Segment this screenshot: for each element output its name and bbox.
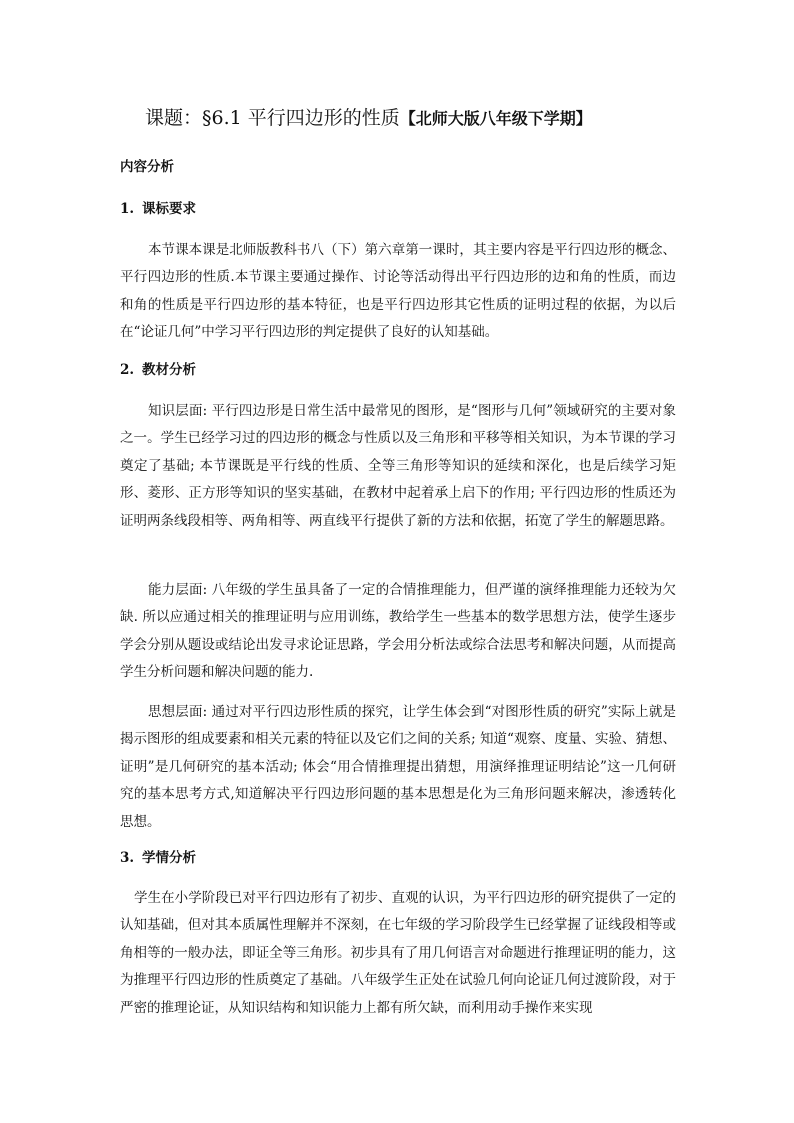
section-heading-student-analysis <box>120 848 196 868</box>
section-number: 3. <box>120 850 135 866</box>
paragraph-knowledge-level: 知识层面: 平行四边形是日常生活中最常见的图形，是“图形与几何”领域研究的主要对象之一。学生已经学习过的四边形的概念与性质以及三角形和平移等相关知识，为本节课的学习奠定了基础; 本节课既是平行线的性质、全等三角形等知识的延续和深化，也是后续学习矩形、菱形、正方形等知识的坚实基础，在教材中起着承上启下的作用; 平行四边形的性质还为证明两条线段相等、两角相等、两直线平行提供了新的方法和依据，拓宽了学生的解题思路。 <box>120 403 676 529</box>
page-title <box>145 104 705 132</box>
section-title: 学情分析 <box>142 850 196 866</box>
section-title: 教材分析 <box>142 362 196 378</box>
section-heading-textbook <box>120 360 196 380</box>
section-number: 2. <box>120 362 135 378</box>
title-subtitle: 【北师大版八年级下学期】 <box>399 109 592 128</box>
paragraph-thinking-level: 思想层面: 通过对平行四边形性质的探究，让学生体会到“对图形性质的研究”实际上就是揭示图形的组成要素和相关元素的特征以及它们之间的关系; 知道“观察、度量、实验、猜想、证明”是几何研究的基本活动; 体会“用合情推理提出猜想，用演绎推理证明结论”这一几何研究的基本思考方式,知道解决平行四边形问题的基本思想是化为三角形问题来解决，渗透转化思想。 <box>120 704 676 830</box>
section-title: 课标要求 <box>142 201 196 217</box>
paragraph-ability-level: 能力层面: 八年级的学生虽具备了一定的合情推理能力，但严谨的演绎推理能力还较为欠缺. 所以应通过相关的推理证明与应用训练，教给学生一些基本的数学思想方法，使学生逐步学会分别从题设或结论出发寻求论证思路，学会用分析法或综合法思考和解决问题，从而提高学生分析问题和解决问题的能力. <box>120 582 676 681</box>
section-number: 1. <box>120 201 135 217</box>
content-analysis-heading: 内容分析 <box>120 159 174 175</box>
paragraph-student-analysis: 学生在小学阶段已对平行四边形有了初步、直观的认识，为平行四边形的研究提供了一定的认知基础，但对其本质属性理解并不深刻，在七年级的学习阶段学生已经掌握了证线段相等或角相等的一般办法，即证全等三角形。初步具有了用几何语言对命题进行推理证明的能力，这为推理平行四边形的性质奠定了基础。八年级学生正处在试验几何向论证几何过渡阶段，对于严密的推理论证，从知识结构和知识能力上都有所欠缺，而利用动手操作来实现 <box>120 890 676 1016</box>
paragraph-curriculum: 本节课本课是北师版教科书八（下）第六章第一课时，其主要内容是平行四边形的概念、平行四边形的性质.本节课主要通过操作、讨论等活动得出平行四边形的边和角的性质，而边和角的性质是平行四边形的基本特征，也是平行四边形其它性质的证明过程的依据，为以后在“论证几何”中学习平行四边形的判定提供了良好的认知基础。 <box>120 242 676 341</box>
title-main: 课题：§6.1 平行四边形的性质 <box>145 107 400 129</box>
section-heading-curriculum <box>120 199 196 219</box>
